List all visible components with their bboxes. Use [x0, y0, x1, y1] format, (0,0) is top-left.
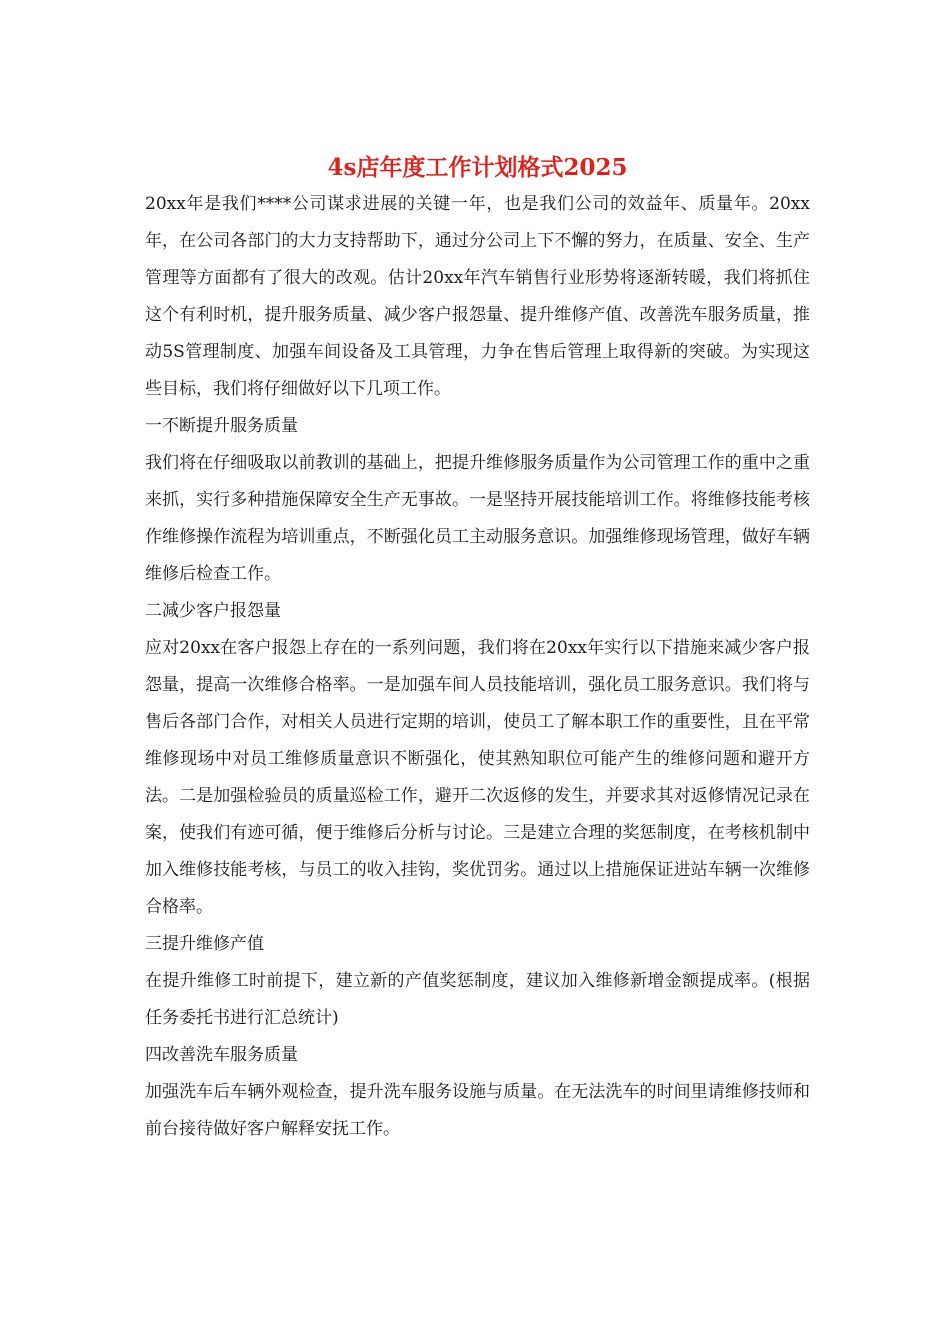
section-body-1: 我们将在仔细吸取以前教训的基础上，把提升维修服务质量作为公司管理工作的重中之重来抓，实行多种措施保障安全生产无事故。一是坚持开展技能培训工作。将维修技能考核作维修操作流程为培训重点，不断强化员工主动服务意识。加强维修现场管理，做好车辆维修后检查工作。: [145, 453, 810, 584]
section-heading-2: 二减少客户报怨量: [145, 601, 281, 621]
section-body-4: 加强洗车后车辆外观检查，提升洗车服务设施与质量。在无法洗车的时间里请维修技师和前台接待做好客户解释安抚工作。: [145, 1082, 810, 1139]
section-heading-3: 三提升维修产值: [145, 934, 264, 954]
document-title: 4s店年度工作计划格式2025: [327, 154, 628, 181]
section-body-3: 在提升维修工时前提下，建立新的产值奖惩制度，建议加入维修新增金额提成率。(根据任务委托书进行汇总统计): [145, 971, 810, 1028]
document-page: [145, 150, 810, 1148]
section-body-2: 应对20xx在客户报怨上存在的一系列问题，我们将在20xx年实行以下措施来减少客户报怨量，提高一次维修合格率。一是加强车间人员技能培训，强化员工服务意识。我们将与售后各部门合作，对相关人员进行定期的培训，使员工了解本职工作的重要性，且在平常维修现场中对员工维修质量意识不断强化，使其熟知职位可能产生的维修问题和避开方法。二是加强检验员的质量巡检工作，避开二次返修的发生，并要求其对返修情况记录在案，使我们有迹可循，便于维修后分析与讨论。三是建立合理的奖惩制度，在考核机制中加入维修技能考核，与员工的收入挂钩，奖优罚劣。通过以上措施保证进站车辆一次维修合格率。: [145, 638, 810, 917]
intro-paragraph: 20xx年是我们****公司谋求进展的关键一年，也是我们公司的效益年、质量年。20xx年，在公司各部门的大力支持帮助下，通过分公司上下不懈的努力，在质量、安全、生产管理等方面都有了很大的改观。估计20xx年汽车销售行业形势将逐渐转暖，我们将抓住这个有利时机，提升服务质量、减少客户报怨量、提升维修产值、改善洗车服务质量，推动5S管理制度、加强车间设备及工具管理，力争在售后管理上取得新的突破。为实现这些目标，我们将仔细做好以下几项工作。: [145, 194, 810, 399]
section-heading-4: 四改善洗车服务质量: [145, 1045, 298, 1065]
section-heading-1: 一不断提升服务质量: [145, 416, 298, 436]
